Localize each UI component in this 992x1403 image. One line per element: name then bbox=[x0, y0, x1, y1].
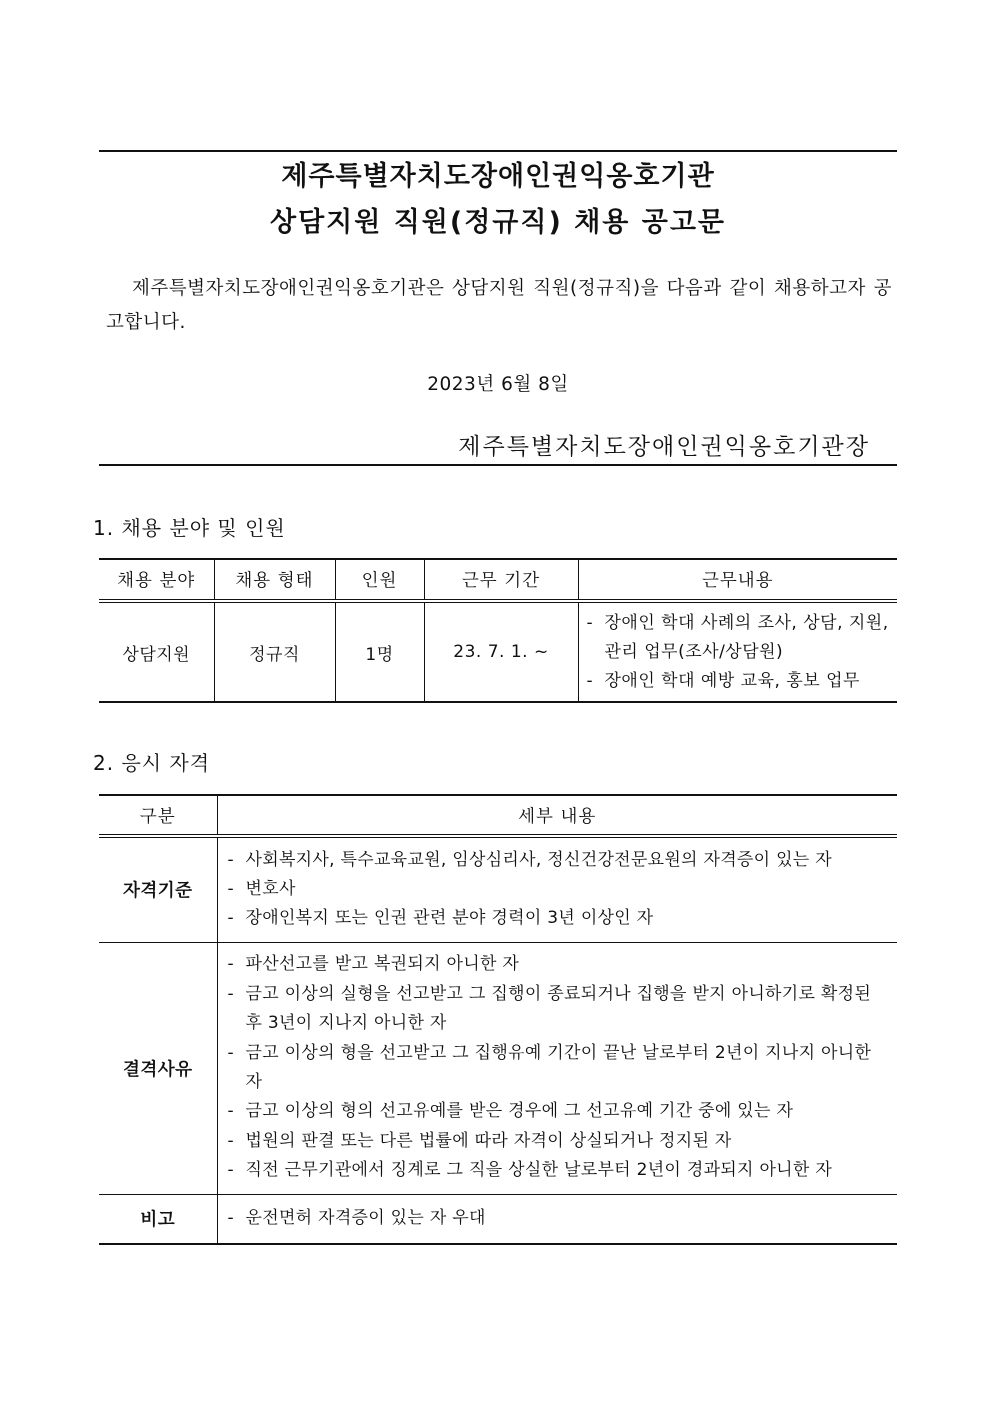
list-item: - 법원의 판결 또는 다른 법률에 따라 자격이 상실되거나 정지된 자 bbox=[228, 1127, 890, 1156]
intro-text: 제주특별자치도장애인권익옹호기관은 상담지원 직원(정규직)을 다음과 같이 채용하고자 공고합니다. bbox=[106, 278, 892, 333]
cell-period: 23. 7. 1. ~ bbox=[424, 601, 578, 702]
section2-heading: 2. 응시 자격 bbox=[93, 751, 211, 775]
col-header-field: 채용 분야 bbox=[99, 559, 214, 601]
cell-details bbox=[217, 1194, 897, 1244]
list-item: - 금고 이상의 형의 선고유예를 받은 경우에 그 선고유예 기간 중에 있는 자 bbox=[228, 1097, 890, 1126]
cell-details bbox=[217, 942, 897, 1194]
list-item: - 금고 이상의 실형을 선고받고 그 집행이 종료되거나 집행을 받지 아니하기로 확정된 후 3년이 지나지 아니한 자 bbox=[228, 980, 890, 1039]
qualification-table bbox=[99, 794, 897, 1245]
table-header-row bbox=[99, 795, 897, 836]
list-item: - 금고 이상의 형을 선고받고 그 집행유예 기간이 끝난 날로부터 2년이 지나지 아니한 자 bbox=[228, 1039, 890, 1098]
announcement-date: 2023년 6월 8일 bbox=[427, 374, 569, 395]
cell-category: 자격기준 bbox=[99, 836, 217, 942]
table-row-disqualification bbox=[99, 942, 897, 1194]
cell-type: 정규직 bbox=[214, 601, 335, 702]
intro-paragraph bbox=[106, 272, 892, 340]
table-row-qualification bbox=[99, 836, 897, 942]
details-list bbox=[228, 846, 890, 934]
cell-category: 비고 bbox=[99, 1194, 217, 1244]
table-row bbox=[99, 601, 897, 702]
details-list bbox=[228, 950, 890, 1185]
cell-duties bbox=[578, 601, 897, 702]
cell-field: 상담지원 bbox=[99, 601, 214, 702]
list-item: - 장애인 학대 사례의 조사, 상담, 지원, 관리 업무(조사/상담원) bbox=[587, 609, 890, 667]
signature-agency-head: 제주특별자치도장애인권익옹호기관장 bbox=[458, 434, 870, 460]
col-header-period: 근무 기간 bbox=[424, 559, 578, 601]
list-item: - 운전면허 자격증이 있는 자 우대 bbox=[228, 1204, 890, 1233]
section1-heading: 1. 채용 분야 및 인원 bbox=[93, 516, 286, 540]
title-line-2: 상담지원 직원(정규직) 채용 공고문 bbox=[269, 207, 727, 238]
cell-category: 결격사유 bbox=[99, 942, 217, 1194]
col-header-details: 세부 내용 bbox=[217, 795, 897, 836]
recruitment-table bbox=[99, 558, 897, 703]
list-item: - 장애인 학대 예방 교육, 홍보 업무 bbox=[587, 667, 890, 696]
bottom-rule bbox=[99, 464, 897, 466]
cell-details bbox=[217, 836, 897, 942]
top-rule bbox=[99, 150, 897, 152]
col-header-category: 구분 bbox=[99, 795, 217, 836]
col-header-headcount: 인원 bbox=[335, 559, 424, 601]
details-list bbox=[228, 1204, 890, 1233]
col-header-duties: 근무내용 bbox=[578, 559, 897, 601]
list-item: - 변호사 bbox=[228, 875, 890, 904]
duties-list bbox=[587, 609, 890, 696]
cell-headcount: 1명 bbox=[335, 601, 424, 702]
list-item: - 장애인복지 또는 인권 관련 분야 경력이 3년 이상인 자 bbox=[228, 904, 890, 933]
title-line-1: 제주특별자치도장애인권익옹호기관 bbox=[281, 161, 715, 192]
table-header-row bbox=[99, 559, 897, 601]
list-item: - 파산선고를 받고 복권되지 아니한 자 bbox=[228, 950, 890, 979]
col-header-type: 채용 형태 bbox=[214, 559, 335, 601]
table-row-remarks bbox=[99, 1194, 897, 1244]
list-item: - 사회복지사, 특수교육교원, 임상심리사, 정신건강전문요원의 자격증이 있는 자 bbox=[228, 846, 890, 875]
list-item: - 직전 근무기관에서 징계로 그 직을 상실한 날로부터 2년이 경과되지 아니한 자 bbox=[228, 1156, 890, 1185]
